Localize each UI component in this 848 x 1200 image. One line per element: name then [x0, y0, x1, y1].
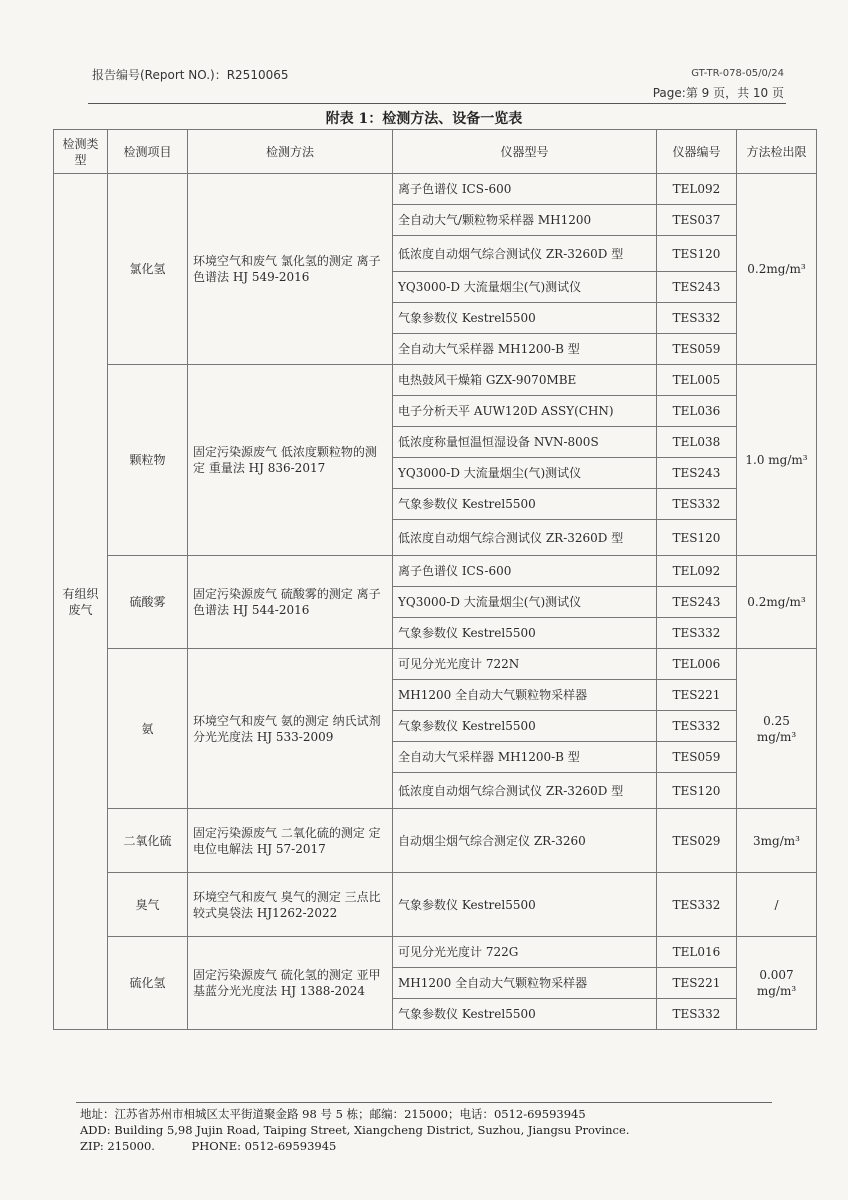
- limit-cell: 0.007 mg/m³: [737, 937, 817, 1030]
- report-number: 报告编号(Report NO.)：R2510065: [92, 68, 289, 82]
- limit-cell: 3mg/m³: [737, 809, 817, 873]
- footer: [80, 1106, 629, 1154]
- code-cell: TES120: [657, 773, 737, 809]
- method-cell: 固定污染源废气 低浓度颗粒物的测定 重量法 HJ 836-2017: [188, 365, 393, 556]
- document-code: GT-TR-078-05/0/24: [691, 68, 784, 79]
- code-cell: TES332: [657, 618, 737, 649]
- limit-cell: 0.2mg/m³: [737, 174, 817, 365]
- method-cell: 环境空气和废气 氨的测定 纳氏试剂分光光度法 HJ 533-2009: [188, 649, 393, 809]
- model-cell: MH1200 全自动大气颗粒物采样器: [393, 680, 657, 711]
- table-header-row: [54, 130, 817, 174]
- model-cell: 气象参数仪 Kestrel5500: [393, 999, 657, 1030]
- header-limit: 方法检出限: [737, 130, 817, 174]
- code-cell: TEL016: [657, 937, 737, 968]
- footer-address-cn: 地址：江苏省苏州市相城区太平街道聚金路 98 号 5 栋；邮编：215000；电话：0512-69593945: [80, 1107, 586, 1121]
- model-cell: 低浓度自动烟气综合测试仪 ZR-3260D 型: [393, 773, 657, 809]
- model-cell: 电子分析天平 AUW120D ASSY(CHN): [393, 396, 657, 427]
- code-cell: TES243: [657, 272, 737, 303]
- table-title: 附表 1：检测方法、设备一览表: [325, 111, 523, 127]
- code-cell: TES332: [657, 303, 737, 334]
- model-cell: 离子色谱仪 ICS-600: [393, 556, 657, 587]
- header-item: 检测项目: [108, 130, 188, 174]
- model-cell: YQ3000-D 大流量烟尘(气)测试仪: [393, 587, 657, 618]
- model-cell: 全自动大气采样器 MH1200-B 型: [393, 334, 657, 365]
- item-cell: 氯化氢: [108, 174, 188, 365]
- model-cell: 可见分光光度计 722N: [393, 649, 657, 680]
- model-cell: 全自动大气/颗粒物采样器 MH1200: [393, 205, 657, 236]
- code-cell: TEL092: [657, 174, 737, 205]
- model-cell: 全自动大气采样器 MH1200-B 型: [393, 742, 657, 773]
- header-code: 仪器编号: [657, 130, 737, 174]
- code-cell: TES037: [657, 205, 737, 236]
- model-cell: 离子色谱仪 ICS-600: [393, 174, 657, 205]
- code-cell: TES332: [657, 489, 737, 520]
- item-cell: 氨: [108, 649, 188, 809]
- code-cell: TEL005: [657, 365, 737, 396]
- limit-cell: 0.2mg/m³: [737, 556, 817, 649]
- model-cell: 低浓度自动烟气综合测试仪 ZR-3260D 型: [393, 520, 657, 556]
- table-row: [54, 556, 817, 587]
- method-cell: 固定污染源废气 二氧化硫的测定 定电位电解法 HJ 57-2017: [188, 809, 393, 873]
- code-cell: TES332: [657, 999, 737, 1030]
- item-cell: 硫酸雾: [108, 556, 188, 649]
- item-cell: 颗粒物: [108, 365, 188, 556]
- table-row: [54, 809, 817, 873]
- table-row: [54, 937, 817, 968]
- code-cell: TES029: [657, 809, 737, 873]
- method-cell: 固定污染源废气 硫化氢的测定 亚甲基蓝分光光度法 HJ 1388-2024: [188, 937, 393, 1030]
- footer-zip-phone: ZIP: 215000. PHONE: 0512-69593945: [80, 1139, 337, 1153]
- method-cell: 环境空气和废气 臭气的测定 三点比较式臭袋法 HJ1262-2022: [188, 873, 393, 937]
- code-cell: TES059: [657, 742, 737, 773]
- model-cell: 可见分光光度计 722G: [393, 937, 657, 968]
- model-cell: YQ3000-D 大流量烟尘(气)测试仪: [393, 458, 657, 489]
- table-row: [54, 873, 817, 937]
- model-cell: YQ3000-D 大流量烟尘(气)测试仪: [393, 272, 657, 303]
- model-cell: MH1200 全自动大气颗粒物采样器: [393, 968, 657, 999]
- model-cell: 电热鼓风干燥箱 GZX-9070MBE: [393, 365, 657, 396]
- code-cell: TES221: [657, 968, 737, 999]
- limit-cell: /: [737, 873, 817, 937]
- model-cell: 气象参数仪 Kestrel5500: [393, 489, 657, 520]
- code-cell: TES243: [657, 458, 737, 489]
- limit-cell: 1.0 mg/m³: [737, 365, 817, 556]
- code-cell: TES059: [657, 334, 737, 365]
- model-cell: 气象参数仪 Kestrel5500: [393, 873, 657, 937]
- footer-divider: [76, 1102, 772, 1103]
- model-cell: 气象参数仪 Kestrel5500: [393, 711, 657, 742]
- model-cell: 自动烟尘烟气综合测定仪 ZR-3260: [393, 809, 657, 873]
- model-cell: 气象参数仪 Kestrel5500: [393, 618, 657, 649]
- table-row: [54, 365, 817, 396]
- page-indicator: Page:第 9 页，共 10 页: [652, 86, 784, 100]
- header-divider: [88, 103, 786, 104]
- type-cell: 有组织废气: [54, 174, 108, 1030]
- model-cell: 低浓度称量恒温恒湿设备 NVN-800S: [393, 427, 657, 458]
- code-cell: TES221: [657, 680, 737, 711]
- code-cell: TES120: [657, 236, 737, 272]
- code-cell: TEL006: [657, 649, 737, 680]
- item-cell: 二氧化硫: [108, 809, 188, 873]
- table-row: [54, 649, 817, 680]
- methods-equipment-table: [53, 129, 817, 1030]
- method-cell: 固定污染源废气 硫酸雾的测定 离子色谱法 HJ 544-2016: [188, 556, 393, 649]
- code-cell: TES243: [657, 587, 737, 618]
- model-cell: 低浓度自动烟气综合测试仪 ZR-3260D 型: [393, 236, 657, 272]
- item-cell: 硫化氢: [108, 937, 188, 1030]
- limit-cell: 0.25 mg/m³: [737, 649, 817, 809]
- item-cell: 臭气: [108, 873, 188, 937]
- method-cell: 环境空气和废气 氯化氢的测定 离子色谱法 HJ 549-2016: [188, 174, 393, 365]
- table-row: [54, 174, 817, 205]
- footer-address-en: ADD: Building 5,98 Jujin Road, Taiping Street, Xiangcheng District, Suzhou, Jiangsu Province.: [80, 1123, 630, 1137]
- header-type: 检测类型: [54, 130, 108, 174]
- code-cell: TEL092: [657, 556, 737, 587]
- code-cell: TES332: [657, 711, 737, 742]
- code-cell: TES120: [657, 520, 737, 556]
- model-cell: 气象参数仪 Kestrel5500: [393, 303, 657, 334]
- code-cell: TES332: [657, 873, 737, 937]
- header-method: 检测方法: [188, 130, 393, 174]
- header-model: 仪器型号: [393, 130, 657, 174]
- code-cell: TEL036: [657, 396, 737, 427]
- code-cell: TEL038: [657, 427, 737, 458]
